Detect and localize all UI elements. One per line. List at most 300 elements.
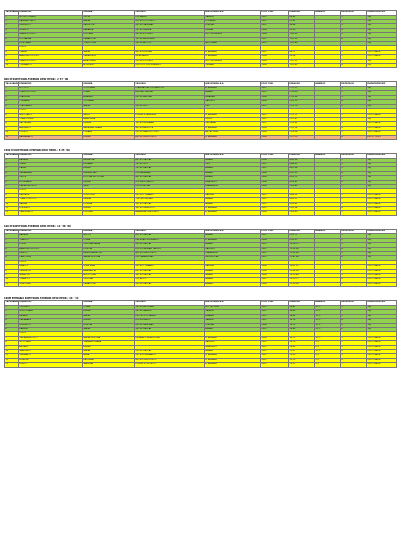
table-cell: 6	[341, 256, 367, 260]
table-cell: 2007	[261, 91, 289, 95]
table-cell: ΑΝΑΣΤΑΣΙΑ	[83, 117, 135, 121]
table-cell: ΕΛΕΝΗ	[83, 319, 135, 323]
table-cell: 2007	[261, 234, 289, 238]
table-cell: 1	[341, 50, 367, 54]
table-cell: ΝΙΚΗΦΟΡΑ	[83, 158, 135, 162]
table-cell: 3	[341, 122, 367, 126]
table-cell: ΦΛΟΥΤΑΚΟΥ	[19, 113, 83, 117]
column-header: ΕΤΟΣ ΓΕΝ.	[261, 229, 289, 234]
column-header: ΕΠΙΔΟΣΗ	[289, 301, 315, 306]
table-cell: ΤΣΑΡΠΟΥ	[19, 238, 83, 242]
table-cell: 8	[5, 341, 19, 345]
table-cell: ΠΡΟΤΥΠΟ ΓΕΛ ΙΩΝΙΔΕΙΟΥ	[135, 64, 205, 68]
table-cell: ΚΥΡΟΣ	[19, 332, 83, 336]
table-cell: ΕΥΓΕΝΙΑ	[83, 202, 135, 206]
table-cell: ΧΙΟΥ	[205, 104, 261, 108]
table-cell: ΑΧΑΪΑΣ	[205, 167, 261, 171]
table-cell: 2007	[261, 363, 289, 367]
column-header: ΑΝΕΜΟΣ	[315, 229, 341, 234]
table-cell: 2	[341, 91, 367, 95]
table-cell: ΔΥΤ. ΘΕΣ/ΝΙΚΗΣ	[205, 33, 261, 37]
table-cell: 5	[341, 211, 367, 215]
column-header: ΕΠΙΔΟΣΗ	[289, 11, 315, 16]
table-cell: 8ο ΓΕΛ ΠΕΡΙΣΤΕΡΙΟΥ	[135, 358, 205, 362]
table-cell: ΣΕΡΕΜΕΤΗ	[19, 269, 83, 273]
table-cell: ΟΡΙΟ ΓΦΑΣΗ	[367, 211, 397, 215]
table-cell: 2	[341, 269, 367, 273]
table-cell: Δ' ΑΘΗΝΑΣ	[205, 50, 261, 54]
table-cell: ΟΡΙΟ ΓΦΑΣΗ	[367, 202, 397, 206]
table-cell: ΜΑΝΤΑΚΟΥ	[19, 349, 83, 353]
table-cell: 15.31	[289, 363, 315, 367]
table-cell: 1	[341, 234, 367, 238]
table-cell: 3	[341, 243, 367, 247]
table-cell: ΕΛΕΝΗ-ΕΥΑΓΓ	[83, 171, 135, 175]
table-cell: ΚΑΛΛΙΟΠΗ	[83, 24, 135, 28]
table-cell: 1	[5, 305, 19, 309]
table-cell: 10	[5, 349, 19, 353]
table-cell: 2006	[261, 269, 289, 273]
table-cell: 1ος	[367, 310, 397, 314]
table-cell: ΜΠΡΟΥΠΑΚΗ	[19, 310, 83, 314]
table-row	[5, 135, 397, 139]
table-cell: 12	[5, 363, 19, 367]
table-cell: ΕΛΕΝΗ	[83, 207, 135, 211]
table-cell: 2007	[261, 104, 289, 108]
table-cell: 7	[341, 184, 367, 188]
table-cell: 1ο ΓΕΛ ΚΑΤΕΡΙΝΗΣ	[135, 37, 205, 41]
table-cell: ΧΑΝΙΩΝ	[205, 15, 261, 19]
table-cell: 10	[5, 59, 19, 63]
table-cell: ΡΟΥΣΣΟΥ	[19, 87, 83, 91]
table-cell: ΓΕΛ ΧΕΡΣΟΝΗΣΟΥ	[135, 180, 205, 184]
table-cell: 3ο ΓΕΛ ΠΑΤΡΑΣ	[135, 327, 205, 331]
table-cell: ΑΡΙΑΔΝΗ	[83, 95, 135, 99]
section-gap	[4, 287, 396, 294]
table-cell: 2ο ΓΕΛ ΜΑΡΚΟΠΟΥΛΟΥ	[135, 131, 205, 135]
table-cell: 6	[5, 37, 19, 41]
table-cell: 0.3	[315, 354, 341, 358]
table-cell: ΠΕΙΡΑΙΑ	[205, 64, 261, 68]
table-cell: 1:01.49	[289, 42, 315, 46]
table-cell: ΟΡΙΟ ΓΦΑΣΗ	[367, 341, 397, 345]
table-cell: ΒΑΡΒΙΑ	[19, 202, 83, 206]
table-cell: 2006	[261, 28, 289, 32]
event-section	[4, 223, 396, 294]
table-cell: 5	[341, 282, 367, 286]
table-cell: ΠΕΤΡΕ	[19, 176, 83, 180]
table-cell: ΕΥΘΥΜΙΑ	[83, 211, 135, 215]
table-cell: ΠΑΠΑΔΗΜΗΤΡΙΟΥ	[19, 336, 83, 340]
column-header: ΕΠΩΝΥΜΟ	[19, 153, 83, 158]
table-cell: ΚΑΡΑΝΙΚΟΛΑΟΥ	[19, 20, 83, 24]
table-cell: 1ος	[367, 256, 397, 260]
results-table	[4, 300, 397, 367]
table-cell: ΑΝΑΣΤΑΣΟΠΟΥΛΟΥ	[19, 55, 83, 59]
column-header: ΕΠΩΝΥΜΟ	[19, 229, 83, 234]
table-cell: ΒΟΥΚΙΝΑΚΗ	[19, 180, 83, 184]
table-cell: 1ος	[367, 327, 397, 331]
table-cell: 2	[341, 20, 367, 24]
table-cell: ΚΑΡΑΛΗ	[19, 327, 83, 331]
table-cell: 2007	[261, 341, 289, 345]
table-cell: 2007	[261, 87, 289, 91]
table-cell: ΓΕΛ ΚΙΣΣΑΜΟΥ	[135, 319, 205, 323]
table-cell: ΦΟΥΝΤΟΥΛΑΚΗ	[19, 15, 83, 19]
table-cell: ΚΑΤΣΕΡΙΔΗ	[19, 122, 83, 126]
results-table	[4, 229, 397, 287]
table-cell: 4	[341, 28, 367, 32]
section-gap	[4, 68, 396, 75]
results-table	[4, 81, 397, 139]
table-cell: ΝΙΚΗ	[83, 184, 135, 188]
table-cell: ΗΜΑΘΙΑΣ	[205, 95, 261, 99]
table-cell: ΣΤΑΥΡΟΠΟΥΛΟΥ	[19, 91, 83, 95]
table-cell: Δ' ΑΘΗΝΑΣ	[205, 358, 261, 362]
table-cell: 1ος	[367, 33, 397, 37]
table-cell: +1.2	[315, 319, 341, 323]
table-cell: Δ' ΑΘΗΝΑΣ	[205, 135, 261, 139]
table-cell: ΠΑΡΑΣΚΕΥΗ	[83, 55, 135, 59]
table-cell: 2006	[261, 33, 289, 37]
table-cell: ΟΡΙΟ ΓΦΑΣΗ	[367, 207, 397, 211]
table-cell: 5ο ΓΕΛ ΠΑΤΡΑΣ	[135, 282, 205, 286]
table-cell: 2:23.65	[289, 122, 315, 126]
table-cell: 1ος	[367, 243, 397, 247]
table-cell: 10:10.84	[289, 274, 315, 278]
table-cell: 2007	[261, 305, 289, 309]
table-cell: 1ος	[367, 180, 397, 184]
event-section	[4, 294, 396, 374]
table-cell: ΔΥΤ. ΑΤΤΙΚΗΣ	[205, 305, 261, 309]
table-cell: 1ο ΓΕΛ ΒΙΕΥΣΙΝΑΣ	[135, 305, 205, 309]
table-cell: ΜΑΡΙΑ ΧΡΙΣΤΙΝΑ	[83, 256, 135, 260]
table-cell: 59.50	[289, 28, 315, 32]
table-cell: 9	[5, 274, 19, 278]
table-cell: 4ο ΓΕΛ ΚΑΛΟΥΤΑ	[135, 126, 205, 130]
table-cell: 2007	[261, 278, 289, 282]
table-cell: 2	[5, 162, 19, 166]
table-cell: 4ο ΓΕΛ ΠΑΤΡΑΣ	[135, 176, 205, 180]
table-cell: ΜΑΡΙΑ	[83, 104, 135, 108]
table-cell: 2006	[261, 282, 289, 286]
event-section	[4, 147, 396, 223]
table-cell: 2007	[261, 354, 289, 358]
table-cell: ΙΩΑΝΝΙΝΩΝ	[205, 252, 261, 256]
table-cell: ΔΡΑΚΟΥ	[19, 265, 83, 269]
table-cell: ΓΕΩΡΓΙΑ	[83, 247, 135, 251]
results-table	[4, 153, 397, 216]
table-cell: ΟΡΙΟ ΓΦΑΣΗ	[367, 131, 397, 135]
table-cell: 0.3	[315, 341, 341, 345]
table-cell: 8	[5, 269, 19, 273]
table-cell: 2:27.20	[289, 135, 315, 139]
table-cell: 2007	[261, 193, 289, 197]
table-cell: 2ο ΓΕΛ ΕΥΟΣΜΟΥ	[135, 59, 205, 63]
table-cell: Β' ΑΘΗΝΑΣ	[205, 363, 261, 367]
table-cell: ΕΙΡΗΝΗ	[83, 122, 135, 126]
table-cell: 3	[341, 24, 367, 28]
table-cell: 1	[341, 113, 367, 117]
table-cell	[315, 135, 341, 139]
table-cell: 2007	[261, 256, 289, 260]
table-cell: ΕΛΕΝΗ	[83, 167, 135, 171]
table-cell: ΚΥΡΟΣ	[19, 46, 83, 50]
table-cell: ΗΡΑΚΛΕΙΟΥ	[205, 180, 261, 184]
table-cell: 2006	[261, 55, 289, 59]
table-cell: ΧΑΝΙΩΝ	[205, 319, 261, 323]
table-cell: 2007	[261, 345, 289, 349]
table-cell: 9ο ΓΕΛ ΠΑΤΡΑΣ	[135, 202, 205, 206]
table-cell: 1	[341, 193, 367, 197]
table-cell: ΒΕΛΑΡΗ	[19, 314, 83, 318]
phase-label: ΤΑΞΗ-ΦΑΣΗ	[5, 82, 19, 85]
event-title: 100Μ ΕΜΠΟΔΙΑ ΚΟΡΙΤΣΙΩΝ ΛΥΚΕΙΩΝ ΟΡΙΟ ΠΡΟΚ.: 16΄΄ 14	[4, 296, 79, 300]
table-cell: 2	[341, 198, 367, 202]
table-cell: 11:33.89	[289, 252, 315, 256]
table-cell: 8ο ΕΠΑΛ ΠΑΤΡΑΣ	[135, 91, 205, 95]
column-header: ΟΝΟΜΑ	[83, 229, 135, 234]
table-cell: 1ος	[367, 247, 397, 251]
table-cell: ΜΑΚΡΙΝΑ	[83, 363, 135, 367]
table-cell: 4	[5, 247, 19, 251]
table-cell: ΕΥΒΟΙΑΣ	[205, 24, 261, 28]
table-cell: 2007	[261, 20, 289, 24]
table-cell: ΑΜΠΡΑΖΟΥ	[19, 126, 83, 130]
table-cell: 1ος	[367, 91, 397, 95]
table-cell: ΤΖΑΝΕΤΟΥ	[19, 278, 83, 282]
table-cell: 1ος	[367, 117, 397, 121]
table-cell: 1ος	[367, 15, 397, 19]
table-cell: ΚΥΡΟΣ	[19, 189, 83, 193]
table-cell: 6	[5, 327, 19, 331]
table-cell: 11	[5, 354, 19, 358]
table-row	[5, 211, 397, 215]
table-cell: 14.62	[289, 314, 315, 318]
table-cell: ΙΩΑΝΝΙΝΩΝ	[205, 184, 261, 188]
table-cell: ΓΑΛΕΟΥ	[19, 252, 83, 256]
table-cell: ΣΤΑΥΡΟΥΛΑ	[83, 42, 135, 46]
column-header: ΔΙΕΥΘΥΝΣΗ Δ.Ε.	[205, 229, 261, 234]
table-cell: ΟΡΙΟ ΓΦΑΣΗ	[367, 55, 397, 59]
table-cell: 11:41.64	[289, 256, 315, 260]
table-cell: ΛΥΔΙΑ	[83, 91, 135, 95]
table-cell: Β' ΑΘΗΝΑΣ	[205, 113, 261, 117]
table-cell: 1ος	[367, 319, 397, 323]
table-cell: 1	[341, 15, 367, 19]
column-header: ΚΑΤΑΤΑΞΗ	[341, 153, 367, 158]
table-cell: 3	[341, 314, 367, 318]
table-cell: 2006	[261, 184, 289, 188]
table-cell: ΑΧΑΪΑΣ	[205, 274, 261, 278]
table-cell: ΓΕΛ ΒΑΡΗΣ	[135, 15, 205, 19]
table-cell: 2:21.10	[289, 100, 315, 104]
table-cell: ΠΙΕΡΙΑΣ	[205, 28, 261, 32]
table-cell: 58.71	[289, 50, 315, 54]
table-cell: ΑΧΑΪΑΣ	[205, 171, 261, 175]
phase-label: ΤΑΞΗ-ΦΑΣΗ	[5, 229, 19, 232]
table-cell: 2007	[261, 202, 289, 206]
table-cell: ΓΕΩΡΓΙΑ	[83, 323, 135, 327]
table-cell: 5ο ΓΕΛ ΕΥΟΣΜΟΥ	[135, 33, 205, 37]
table-cell: ΟΡΙΟ ΓΦΑΣΗ	[367, 126, 397, 130]
table-cell: 5	[341, 176, 367, 180]
table-cell: 0.3	[315, 358, 341, 362]
table-cell: ΑΙΚΑΤΕΡΙΝΗ	[83, 59, 135, 63]
table-cell: 2	[5, 20, 19, 24]
table-cell: 4	[341, 207, 367, 211]
table-cell: 12	[5, 211, 19, 215]
table-cell: 1ος	[367, 59, 397, 63]
table-cell: 1ος	[367, 176, 397, 180]
table-cell: ΣΟΦΙΑ	[83, 305, 135, 309]
table-cell: 2	[341, 310, 367, 314]
table-cell: ΤΣΑΝΤΟΠΟΥΛΟΥ	[19, 198, 83, 202]
table-cell: ΝΑΤΑΛΙΑ-ΚΥΡΙΑΚΗ	[83, 126, 135, 130]
table-cell: ΡΑΦΑΕΛΑ	[83, 28, 135, 32]
table-cell: ΠΑΠΑΔΗΜΑ	[19, 171, 83, 175]
table-cell: 3	[5, 24, 19, 28]
table-cell: 5:03.83	[289, 184, 315, 188]
table-cell: 7ο ΓΕΛ ΠΑΤΡΑΣ	[135, 167, 205, 171]
table-cell: 14.79	[289, 341, 315, 345]
table-cell: 1ο ΓΕΛ ΧΑΝΙΩΝ	[135, 310, 205, 314]
table-cell: ΟΡΙΟ ΓΦΑΣΗ	[367, 358, 397, 362]
column-header: ΣΧΟΛΕΙΟ	[135, 82, 205, 87]
table-cell: 5	[341, 104, 367, 108]
column-header: ΚΑΤΑΤΑΞΗ	[341, 229, 367, 234]
table-cell: ΟΡΙΟ ΓΦΑΣΗ	[367, 50, 397, 54]
column-header: ΣΧΟΛΕΙΟ	[135, 301, 205, 306]
table-cell: ΓΕΛ ΚΑΛΑΜΑΚΙ	[135, 171, 205, 175]
table-cell: +1.2	[315, 323, 341, 327]
table-cell: ΓΕΛ ΣΤΡΕΦΙΛΑΚΙ ΠΑΥΛΟΥ	[135, 247, 205, 251]
table-cell: 2:21.87	[289, 117, 315, 121]
table-cell: 7	[5, 265, 19, 269]
table-cell: ΓΕΝΙΤΣΙΜΗ	[19, 282, 83, 286]
table-cell: 2006	[261, 176, 289, 180]
table-cell: +1.2	[315, 305, 341, 309]
table-cell: 1ος	[367, 42, 397, 46]
table-cell: 11:20.54	[289, 282, 315, 286]
table-cell: 2006	[261, 238, 289, 242]
table-cell: 12	[5, 135, 19, 139]
table-cell: 2:25.04	[289, 131, 315, 135]
table-cell: 2007	[261, 15, 289, 19]
event-title: 800 Μ ΚΟΡΙΤΣΙΩΝ ΛΥΚΕΙΩΝ ΟΡΙΟ ΠΡΟΚ.: 2΄37΄΄00	[4, 77, 69, 81]
table-cell: 2ο ΓΕΛ Ε.ΚΑΛΑΒΡΟΥ	[135, 354, 205, 358]
table-cell: 10:20.17	[289, 278, 315, 282]
table-cell: ΜΑΡΙΑ	[83, 349, 135, 353]
table-cell: ΠΑΠΑΓΡΗΓΟΡΙΟΥ	[19, 184, 83, 188]
column-header: ΕΠΙΔΟΣΗ	[289, 229, 315, 234]
table-cell: ΑΧΑΪΑΣ	[205, 269, 261, 273]
table-cell: 2006	[261, 100, 289, 104]
table-cell: 12	[5, 358, 19, 362]
table-cell: Δ' ΑΘΗΝΑΣ	[205, 207, 261, 211]
table-cell: 14.76	[289, 319, 315, 323]
table-cell: 2ο ΓΕΛ ΤΥΡΝΑΒΟΥ	[135, 265, 205, 269]
table-cell: 2007	[261, 252, 289, 256]
table-cell: 2ο ΓΕΛ ΓΑΛΑΤΑ	[135, 28, 205, 32]
table-cell: 1:01.32	[289, 59, 315, 63]
table-cell: ΚΥΡΟΣ	[19, 260, 83, 264]
table-cell: 2007	[261, 247, 289, 251]
table-cell: 2006	[261, 158, 289, 162]
table-cell: 2:15.36	[289, 95, 315, 99]
table-cell: 5	[5, 104, 19, 108]
table-cell: 3	[5, 95, 19, 99]
table-cell: 4:49.25	[289, 193, 315, 197]
section-gap	[4, 216, 396, 223]
table-cell: Β' ΑΘΗΝΑΣ	[205, 211, 261, 215]
table-cell: 4	[341, 349, 367, 353]
table-cell: 5	[5, 33, 19, 37]
table-cell: 9:52.72	[289, 234, 315, 238]
table-cell: 11	[5, 207, 19, 211]
table-cell: 12	[5, 282, 19, 286]
table-cell: 1ος	[367, 24, 397, 28]
table-cell: ΓΙΑΝΝΟΠΟΥΛΟΥ	[19, 59, 83, 63]
table-cell: 2:21.79	[289, 104, 315, 108]
table-cell: 1	[341, 87, 367, 91]
table-cell: 1ος	[367, 162, 397, 166]
table-cell: ΚΟΛΛΕΓΙΟ ΑΘΗΝΩΝ	[135, 113, 205, 117]
table-cell: ΔΡΑΜΑΣ	[205, 314, 261, 318]
table-cell: ΘΕΣΠΡΩΤΙΑΣ	[205, 256, 261, 260]
table-cell: 2ος	[367, 28, 397, 32]
table-cell: 6	[5, 113, 19, 117]
table-cell: ΠΑΝΤΕΛΙΔΟΥ	[19, 211, 83, 215]
table-cell: 2ος	[367, 100, 397, 104]
table-cell: 2:23.18	[289, 126, 315, 130]
table-cell: ΒΟΙΑΤΖΗ	[19, 358, 83, 362]
phase-label: ΤΑΞΗ-ΦΑΣΗ	[5, 301, 19, 304]
table-cell: ΓΚΑΛΙΛΛΑ	[19, 95, 83, 99]
table-cell: ΛΑΛΙΑ	[19, 167, 83, 171]
phase-label: ΤΑΞΗ-ΦΑΣΗ	[5, 154, 19, 157]
table-cell: ΜΠΕΝΤΟ	[19, 28, 83, 32]
table-cell: 2007	[261, 319, 289, 323]
table-cell: ΒΟΒΟΥ	[19, 363, 83, 367]
table-cell: ΕΛΕΝΗ	[83, 135, 135, 139]
table-cell: 4	[341, 171, 367, 175]
column-header: ΑΝΕΜΟΣ	[315, 153, 341, 158]
table-cell: 4	[5, 100, 19, 104]
table-cell: 7	[341, 363, 367, 367]
table-cell: ΕΛΕΝΗ	[83, 345, 135, 349]
table-cell: ΑΧΑΪΑΣ	[205, 91, 261, 95]
table-cell: ΕΛΙΣΑΒΕΤ	[83, 162, 135, 166]
table-cell: 6	[341, 180, 367, 184]
table-cell: ΧΡΙΣΤΙΝΑ	[83, 278, 135, 282]
table-cell: 9	[5, 198, 19, 202]
table-cell: 2006	[261, 265, 289, 269]
table-cell: ΝΕΛΛΥ	[83, 113, 135, 117]
table-cell: 3	[341, 95, 367, 99]
table-cell: Β' ΑΘΗΝΑΣ	[205, 55, 261, 59]
table-cell: 4:44.52	[289, 162, 315, 166]
table-cell: 2007	[261, 24, 289, 28]
table-cell: 2ος	[367, 104, 397, 108]
table-cell: Β' ΑΘΗΝΑΣ	[205, 336, 261, 340]
table-cell: ΟΡΙΟ ΓΦΑΣΗ	[367, 269, 397, 273]
table-cell: 2007	[261, 314, 289, 318]
table-cell: ΦΡΑΝΤΖΗ	[19, 274, 83, 278]
table-cell: 4:50.21	[289, 198, 315, 202]
table-cell: ΟΡΙΟ ΓΦΑΣΗ	[367, 265, 397, 269]
table-cell: ΟΡΙΟ ΓΦΑΣΗ	[367, 354, 397, 358]
